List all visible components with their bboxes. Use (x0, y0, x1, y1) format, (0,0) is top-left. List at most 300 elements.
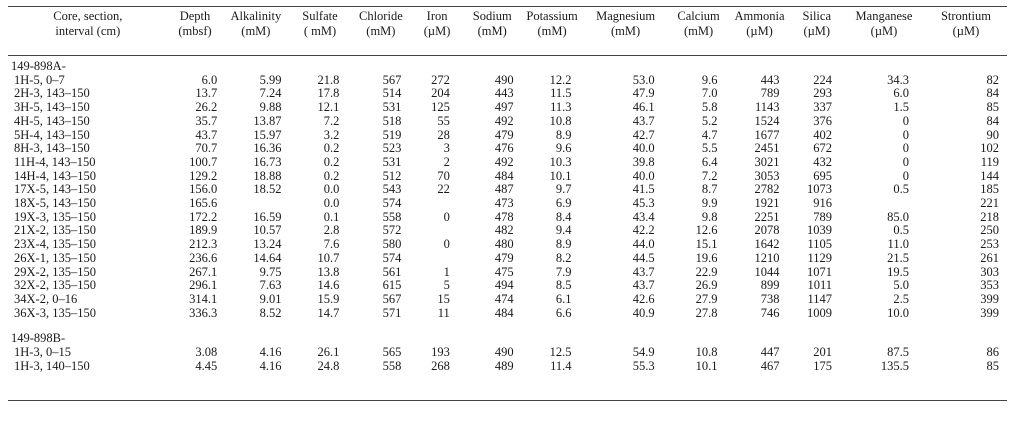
value-cell: 1105 (807, 238, 833, 252)
sample-interval-cell: 2H-3, 143–150 (14, 87, 90, 101)
value-cell: 9.4 (555, 224, 572, 238)
value-cell: 8.7 (701, 183, 718, 197)
value-cell: 474 (494, 292, 514, 306)
value-cell: 567 (382, 292, 402, 306)
value-cell: 1129 (807, 251, 833, 265)
value-cell: 443 (494, 87, 514, 101)
column-header-title: Ammonia (734, 9, 785, 23)
value-cell: 22.9 (695, 265, 718, 279)
value-cell: 12.2 (549, 73, 572, 87)
value-cell: 5.5 (701, 142, 718, 156)
value-cell: 490 (494, 346, 514, 360)
column-header-title: Chloride (359, 9, 403, 23)
column-header-title: Magnesium (596, 9, 656, 23)
sample-interval-cell: 8H-3, 143–150 (14, 142, 90, 156)
value-cell: 236.6 (189, 251, 218, 265)
value-cell: 0.2 (323, 169, 340, 183)
column-header (463, 9, 522, 54)
value-cell: 399 (980, 306, 999, 320)
table-row (8, 346, 1007, 360)
value-cell: 402 (813, 128, 833, 142)
value-cell (411, 252, 462, 266)
spacer-row (8, 320, 1007, 332)
value-cell: 172.2 (189, 210, 218, 224)
value-cell: 90 (986, 128, 999, 142)
value-cell: 26.9 (695, 279, 718, 293)
value-cell: 476 (494, 142, 514, 156)
pore-water-chemistry-table (8, 9, 1007, 373)
sample-interval-cell: 5H-4, 143–150 (14, 128, 90, 142)
value-cell: 1147 (807, 292, 833, 306)
value-cell: 615 (382, 279, 402, 293)
value-cell: 102 (980, 142, 999, 156)
table-row (8, 293, 1007, 307)
value-cell: 543 (382, 183, 402, 197)
value-cell: 272 (431, 73, 450, 87)
value-cell: 24.8 (317, 359, 340, 373)
value-cell: 19.6 (695, 251, 718, 265)
column-header (168, 9, 223, 54)
value-cell: 518 (382, 114, 402, 128)
value-cell (411, 197, 462, 211)
value-cell: 250 (980, 224, 999, 238)
table-bottom-rule (8, 400, 1007, 401)
value-cell: 336.3 (189, 306, 218, 320)
value-cell: 0.0 (323, 197, 340, 211)
value-cell: 13.7 (195, 87, 218, 101)
value-cell: 15.9 (317, 292, 340, 306)
value-cell: 789 (760, 87, 780, 101)
value-cell: 0 (902, 128, 909, 142)
value-cell: 14.6 (317, 279, 340, 293)
value-cell: 0 (902, 142, 909, 156)
value-cell: 85 (986, 101, 999, 115)
value-cell: 144 (980, 169, 999, 183)
column-header (583, 9, 669, 54)
value-cell: 16.73 (253, 155, 282, 169)
value-cell: 18.52 (253, 183, 282, 197)
value-cell: 87.5 (887, 346, 909, 360)
value-cell: 490 (494, 73, 514, 87)
value-cell: 42.6 (632, 292, 655, 306)
value-cell: 567 (382, 73, 402, 87)
value-cell: 6.9 (555, 197, 572, 211)
value-cell: 224 (813, 73, 833, 87)
column-header (729, 9, 791, 54)
value-cell: 26.2 (195, 101, 218, 115)
sample-interval-cell: 4H-5, 143–150 (14, 114, 90, 128)
table-header (8, 9, 1007, 54)
value-cell: 1039 (807, 224, 833, 238)
value-cell: 10.0 (887, 306, 909, 320)
value-cell: 514 (382, 87, 402, 101)
value-cell: 558 (382, 359, 402, 373)
column-header-unit: (µM) (870, 24, 898, 38)
value-cell: 129.2 (189, 169, 218, 183)
value-cell: 17.8 (317, 87, 340, 101)
value-cell (222, 197, 289, 211)
value-cell: 11 (437, 306, 450, 320)
table-row (8, 224, 1007, 238)
value-cell: 353 (980, 279, 999, 293)
value-cell: 15 (437, 292, 450, 306)
value-cell: 100.7 (189, 155, 218, 169)
value-cell: 580 (382, 238, 402, 252)
value-cell: 35.7 (195, 114, 218, 128)
value-cell: 6.1 (555, 292, 572, 306)
value-cell: 84 (986, 114, 999, 128)
value-cell: 19.5 (887, 265, 909, 279)
value-cell: 1921 (754, 197, 780, 211)
value-cell: 40.0 (632, 169, 655, 183)
column-header-title: Sodium (472, 9, 512, 23)
value-cell: 45.3 (632, 197, 655, 211)
sample-interval-cell: 32X-2, 135–150 (14, 279, 96, 293)
value-cell: 53.0 (632, 73, 655, 87)
value-cell: 399 (980, 292, 999, 306)
column-header (222, 9, 289, 54)
value-cell: 432 (813, 155, 833, 169)
value-cell: 14.7 (317, 306, 340, 320)
table-row (8, 101, 1007, 115)
value-cell: 185 (980, 183, 999, 197)
sample-interval-cell: 11H-4, 143–150 (14, 155, 96, 169)
value-cell: 9.88 (259, 101, 282, 115)
value-cell: 55.3 (632, 359, 655, 373)
table-row (8, 156, 1007, 170)
value-cell: 789 (813, 210, 833, 224)
value-cell: 85.0 (887, 210, 909, 224)
value-cell: 11.4 (550, 359, 572, 373)
value-cell: 82 (986, 73, 999, 87)
value-cell: 478 (494, 210, 514, 224)
column-header-unit: (µM) (803, 24, 831, 38)
value-cell: 70.7 (195, 142, 218, 156)
value-cell: 218 (980, 210, 999, 224)
hole-label: 149-898B- (11, 332, 66, 346)
value-cell: 1073 (807, 183, 833, 197)
value-cell: 9.01 (259, 292, 282, 306)
value-cell: 489 (494, 359, 514, 373)
value-cell: 34.3 (887, 73, 909, 87)
value-cell: 40.9 (632, 306, 655, 320)
value-cell: 7.2 (323, 114, 340, 128)
value-cell: 4.16 (259, 346, 282, 360)
value-cell: 201 (813, 346, 833, 360)
sample-interval-cell: 21X-2, 135–150 (14, 224, 96, 238)
value-cell: 1071 (807, 265, 833, 279)
value-cell: 18.88 (253, 169, 282, 183)
value-cell: 0 (902, 114, 909, 128)
value-cell: 0 (902, 169, 909, 183)
value-cell: 4.16 (259, 359, 282, 373)
value-cell: 9.6 (555, 142, 572, 156)
value-cell: 12.1 (317, 101, 340, 115)
value-cell: 523 (382, 142, 402, 156)
value-cell: 314.1 (189, 292, 218, 306)
table-row (8, 74, 1007, 88)
value-cell: 10.57 (253, 224, 282, 238)
value-cell: 3.08 (195, 346, 218, 360)
value-cell: 26.1 (317, 346, 340, 360)
value-cell: 497 (494, 101, 514, 115)
value-cell: 268 (431, 359, 450, 373)
value-cell: 11.0 (887, 238, 909, 252)
value-cell: 492 (494, 155, 514, 169)
value-cell: 7.6 (323, 238, 340, 252)
value-cell: 43.4 (632, 210, 655, 224)
hole-group-row (8, 60, 1007, 74)
value-cell: 2782 (754, 183, 780, 197)
value-cell: 4.45 (195, 359, 218, 373)
column-header-title: Iron (426, 9, 448, 23)
value-cell: 14.64 (253, 251, 282, 265)
value-cell: 12.6 (695, 224, 718, 238)
value-cell: 531 (382, 155, 402, 169)
value-cell: 746 (760, 306, 780, 320)
value-cell: 44.5 (632, 251, 655, 265)
sample-interval-cell: 29X-2, 135–150 (14, 265, 96, 279)
value-cell: 473 (494, 197, 514, 211)
column-header-unit: (mbsf) (178, 24, 212, 38)
value-cell: 16.59 (253, 210, 282, 224)
value-cell: 3.2 (323, 128, 340, 142)
table-row (8, 197, 1007, 211)
value-cell: 41.5 (632, 183, 655, 197)
value-cell: 55 (437, 114, 450, 128)
value-cell: 135.5 (880, 359, 909, 373)
value-cell: 70 (437, 169, 450, 183)
column-header-unit: (mM) (477, 24, 507, 38)
value-cell: 3 (443, 142, 450, 156)
sample-interval-cell: 34X-2, 0–16 (14, 292, 78, 306)
column-header-title: Strontium (940, 9, 991, 23)
value-cell: 85 (986, 359, 999, 373)
value-cell: 1009 (807, 306, 833, 320)
table-row (8, 87, 1007, 101)
value-cell: 1210 (754, 251, 780, 265)
value-cell: 13.87 (253, 114, 282, 128)
value-cell: 484 (494, 169, 514, 183)
value-cell: 43.7 (632, 114, 655, 128)
value-cell: 8.2 (555, 251, 572, 265)
value-cell: 42.2 (632, 224, 655, 238)
column-header-title: Sulfate (302, 9, 338, 23)
value-cell: 9.7 (555, 183, 572, 197)
value-cell: 487 (494, 183, 514, 197)
value-cell: 175 (813, 359, 833, 373)
value-cell: 43.7 (195, 128, 218, 142)
value-cell: 376 (813, 114, 833, 128)
value-cell: 165.6 (189, 197, 218, 211)
value-cell: 261 (980, 251, 999, 265)
value-cell: 46.1 (632, 101, 655, 115)
value-cell: 9.9 (701, 197, 718, 211)
value-cell: 467 (760, 359, 780, 373)
value-cell: 558 (382, 210, 402, 224)
value-cell: 1524 (754, 114, 780, 128)
table-body (8, 54, 1007, 373)
value-cell: 475 (494, 265, 514, 279)
column-header-unit: (mM) (684, 24, 714, 38)
value-cell: 5.0 (893, 279, 909, 293)
value-cell: 10.7 (317, 251, 340, 265)
value-cell: 561 (382, 265, 402, 279)
value-cell: 0.2 (323, 155, 340, 169)
table-row (8, 211, 1007, 225)
sample-interval-cell: 1H-3, 140–150 (14, 359, 90, 373)
table-row (8, 252, 1007, 266)
value-cell: 193 (431, 346, 450, 360)
value-cell: 9.6 (701, 73, 718, 87)
column-header-title: Alkalinity (230, 9, 282, 23)
value-cell: 21.8 (317, 73, 340, 87)
column-header (290, 9, 351, 54)
value-cell: 1 (443, 265, 450, 279)
value-cell: 253 (980, 238, 999, 252)
column-header-unit: (µM) (952, 24, 980, 38)
value-cell: 4.7 (701, 128, 718, 142)
value-cell: 7.63 (259, 279, 282, 293)
value-cell: 6.6 (555, 306, 572, 320)
column-header-title: Calcium (677, 9, 720, 23)
value-cell: 2.8 (323, 224, 340, 238)
value-cell: 13.24 (253, 238, 282, 252)
value-cell: 7.0 (701, 87, 718, 101)
column-header-title: Potassium (526, 9, 578, 23)
table-row (8, 170, 1007, 184)
column-header (791, 9, 844, 54)
value-cell: 2078 (754, 224, 780, 238)
value-cell: 293 (813, 87, 833, 101)
table-row (8, 115, 1007, 129)
value-cell: 7.2 (701, 169, 718, 183)
column-header-title: Core, section, (53, 9, 123, 23)
value-cell: 42.7 (632, 128, 655, 142)
value-cell: 672 (813, 142, 833, 156)
column-header-unit: interval (cm) (55, 24, 121, 38)
value-cell: 8.4 (555, 210, 572, 224)
sample-interval-cell: 18X-5, 143–150 (14, 197, 96, 211)
value-cell: 8.52 (259, 306, 282, 320)
value-cell: 15.97 (253, 128, 282, 142)
value-cell (411, 224, 462, 238)
value-cell: 27.9 (695, 292, 718, 306)
value-cell: 695 (813, 169, 833, 183)
column-header-unit: (mM) (241, 24, 271, 38)
value-cell: 572 (382, 224, 402, 238)
value-cell: 22 (437, 183, 450, 197)
sample-interval-cell: 26X-1, 135–150 (14, 251, 96, 265)
value-cell: 10.8 (549, 114, 572, 128)
value-cell: 8.9 (555, 238, 572, 252)
value-cell: 1011 (807, 279, 833, 293)
value-cell: 0.0 (323, 183, 340, 197)
value-cell: 212.3 (189, 238, 218, 252)
column-header-core (8, 9, 168, 54)
value-cell: 1.5 (893, 101, 909, 115)
value-cell: 7.9 (555, 265, 572, 279)
column-header-unit: (mM) (537, 24, 567, 38)
value-cell: 6.0 (893, 87, 909, 101)
sample-interval-cell: 3H-5, 143–150 (14, 101, 90, 115)
value-cell: 512 (382, 169, 402, 183)
value-cell: 916 (813, 197, 833, 211)
value-cell: 565 (382, 346, 402, 360)
value-cell: 16.36 (253, 142, 282, 156)
value-cell: 9.8 (701, 210, 718, 224)
value-cell: 11.5 (550, 87, 572, 101)
value-cell: 10.1 (549, 169, 572, 183)
value-cell: 1044 (754, 265, 780, 279)
value-cell: 84 (986, 87, 999, 101)
table-row (8, 307, 1007, 321)
value-cell: 11.3 (550, 101, 572, 115)
value-cell: 480 (494, 238, 514, 252)
table-row (8, 279, 1007, 293)
sample-interval-cell: 17X-5, 143–150 (14, 183, 96, 197)
column-header-unit: ( mM) (303, 24, 337, 38)
value-cell: 303 (980, 265, 999, 279)
value-cell: 43.7 (632, 279, 655, 293)
value-cell: 1642 (754, 238, 780, 252)
value-cell: 571 (382, 306, 402, 320)
value-cell: 267.1 (189, 265, 218, 279)
column-header-unit: (mM) (366, 24, 396, 38)
value-cell: 5.99 (259, 73, 282, 87)
value-cell: 8.5 (555, 279, 572, 293)
value-cell: 8.9 (555, 128, 572, 142)
table-row (8, 142, 1007, 156)
value-cell: 0 (902, 155, 909, 169)
value-cell: 1143 (754, 101, 780, 115)
value-cell: 2451 (754, 142, 780, 156)
value-cell: 9.75 (259, 265, 282, 279)
header-row (8, 9, 1007, 54)
value-cell: 2.5 (893, 292, 909, 306)
value-cell: 494 (494, 279, 514, 293)
value-cell: 479 (494, 251, 514, 265)
value-cell: 3021 (754, 155, 780, 169)
value-cell: 125 (431, 101, 450, 115)
sample-interval-cell: 1H-5, 0–7 (14, 73, 65, 87)
value-cell: 2 (443, 155, 450, 169)
hole-label: 149-898A- (11, 60, 66, 73)
value-cell: 156.0 (189, 183, 218, 197)
value-cell: 47.9 (632, 87, 655, 101)
value-cell: 0.5 (893, 224, 909, 238)
value-cell: 204 (431, 87, 450, 101)
column-header (522, 9, 583, 54)
value-cell: 28 (437, 128, 450, 142)
value-cell: 5 (443, 279, 450, 293)
value-cell: 519 (382, 128, 402, 142)
table-row (8, 360, 1007, 374)
value-cell: 0.5 (893, 183, 909, 197)
value-cell: 119 (980, 155, 999, 169)
column-header-title: Depth (179, 9, 211, 23)
value-cell: 482 (494, 224, 514, 238)
value-cell: 492 (494, 114, 514, 128)
column-header-title: Manganese (855, 9, 913, 23)
value-cell: 39.8 (632, 155, 655, 169)
table-row (8, 266, 1007, 280)
value-cell: 296.1 (189, 279, 218, 293)
value-cell: 5.8 (701, 101, 718, 115)
value-cell: 221 (980, 197, 999, 211)
column-header (843, 9, 925, 54)
table-row (8, 238, 1007, 252)
